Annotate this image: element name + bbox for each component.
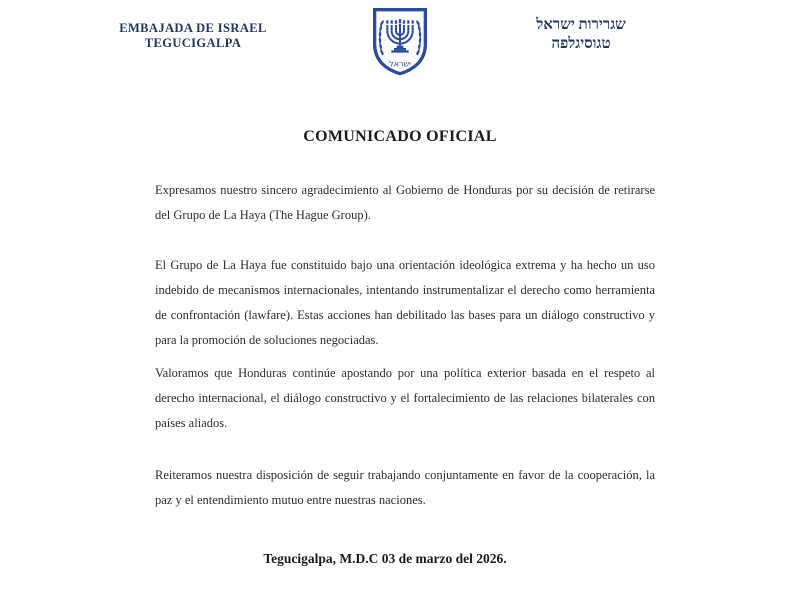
embassy-name-hebrew-line2: טגוסיגלפה bbox=[551, 36, 611, 52]
paragraph-hague-group: El Grupo de La Haya fue constituido bajo una orientación ideológica extrema y ha hecho un uso indebido de mecanismos internacionales, intentando instrumentalizar el derecho como herramienta de confrontación (lawfare). Estas acciones han debilitado las bases para un diálogo constructivo y para la promoción de soluciones negociadas. bbox=[155, 258, 655, 347]
embassy-name-hebrew bbox=[511, 16, 651, 54]
embassy-name-line2: TEGUCIGALPA bbox=[144, 36, 242, 50]
embassy-name-spanish bbox=[103, 21, 283, 51]
embassy-name-hebrew-line1: שגרירות ישראל bbox=[536, 17, 626, 33]
israel-state-emblem-icon bbox=[368, 7, 432, 77]
embassy-name-line1: EMBAJADA DE ISRAEL bbox=[119, 21, 267, 35]
communique-title: COMUNICADO OFICIAL bbox=[303, 128, 497, 145]
dateline: Tegucigalpa, M.D.C 03 de marzo del 2026. bbox=[263, 551, 507, 566]
paragraph-honduras-policy: Valoramos que Honduras continúe apostando por una política exterior basada en el respeto al derecho internacional, el diálogo constructivo y el fortalecimiento de las relaciones bilaterales con países aliados. bbox=[155, 366, 655, 430]
paragraph-gratitude: Expresamos nuestro sincero agradecimiento al Gobierno de Honduras por su decisión de retirarse del Grupo de La Haya (The Hague Group). bbox=[155, 183, 655, 222]
paragraph-cooperation: Reiteramos nuestra disposición de seguir trabajando conjuntamente en favor de la cooperación, la paz y el entendimiento mutuo entre nuestras naciones. bbox=[155, 468, 655, 507]
emblem-hebrew-label: ישראל bbox=[389, 59, 411, 69]
